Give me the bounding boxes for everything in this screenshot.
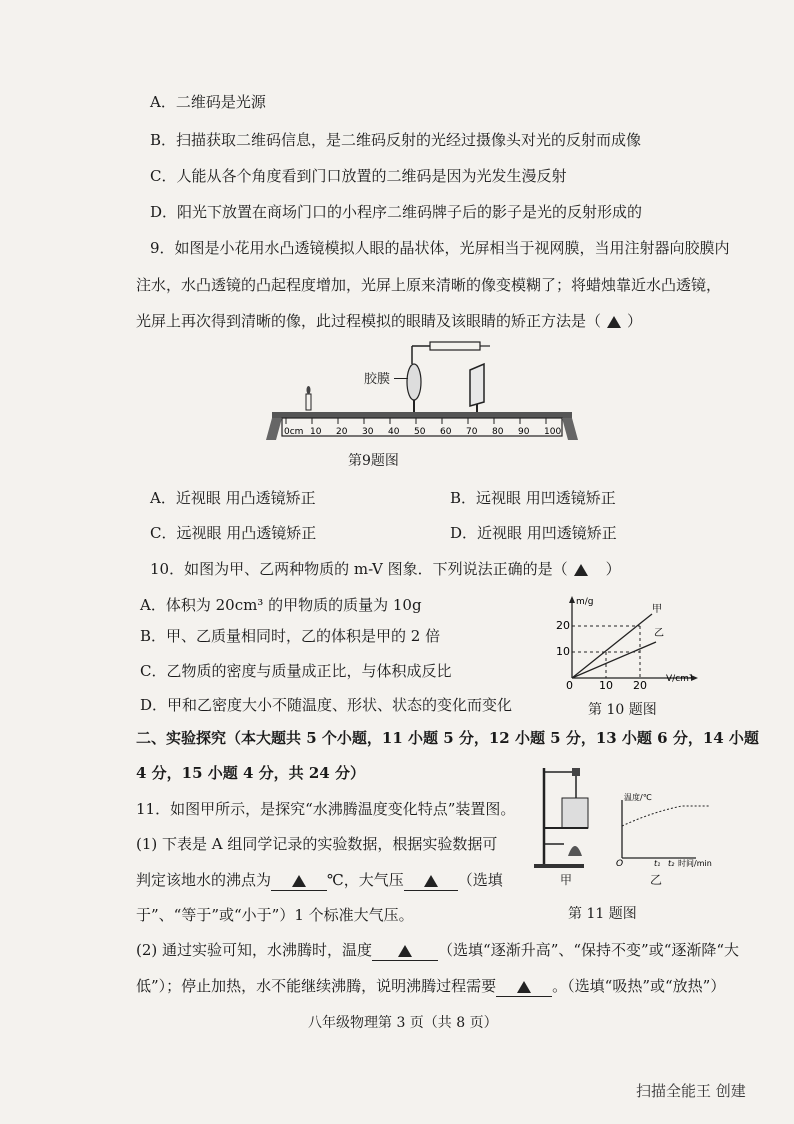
answer-blank-icon (398, 945, 412, 957)
q8-option-d: D．阳光下放置在商场门口的小程序二维码牌子后的影子是光的反射形成的 (150, 203, 643, 221)
q8-option-c: C．人能从各个角度看到门口放置的二维码是因为光发生漫反射 (150, 167, 567, 185)
q11-stem: 11．如图甲所示，是探究“水沸腾温度变化特点”装置图。 (136, 800, 516, 818)
ruler-tick-label: 0cm (284, 427, 304, 437)
q9-caption: 第9题图 (348, 453, 399, 469)
q10-caption: 第 10 题图 (588, 702, 657, 718)
q11-p1-line1: (1) 下表是 A 组同学记录的实验数据，根据实验数据可 (136, 835, 498, 853)
line-yi (572, 642, 656, 678)
answer-blank-icon (424, 875, 438, 887)
q11-p2-line2: 低”）；停止加热，水不能继续沸腾，说明沸腾过程需要 。（选填“吸热”或“放热”） (136, 977, 726, 995)
q11-chart-origin: O (616, 859, 624, 869)
q10-chart-xtick-20: 20 (633, 679, 647, 690)
answer-blank-icon (292, 875, 306, 887)
q9-option-d: D．近视眼 用凹透镜矫正 (450, 524, 617, 542)
q10-chart-ytick-20: 20 (556, 619, 570, 632)
q9-option-b: B．远视眼 用凹透镜矫正 (450, 489, 616, 507)
ruler-tick-label: 80 (492, 427, 504, 437)
section2-heading-line2: 4 分，15 小题 4 分，共 24 分） (136, 764, 365, 782)
q11-chart-t1: t₁ (654, 859, 661, 868)
answer-blank-icon (607, 316, 621, 328)
q11-chart-xlabel: 时间/min (678, 859, 712, 868)
q10-chart-xtick-10: 10 (599, 679, 613, 690)
ruler-tick-label: 90 (518, 427, 530, 437)
ruler-tick-label: 70 (466, 427, 478, 437)
q10-mv-chart (548, 590, 708, 690)
q10-chart-xlabel: V/cm³ (666, 674, 693, 684)
q10-option-d: D．甲和乙密度大小不随温度、形状、状态的变化而变化 (140, 696, 513, 714)
q8-option-a: A．二维码是光源 (150, 93, 266, 111)
ruler-tick-label: 50 (414, 427, 426, 437)
q11-p1-line2: 判定该地水的沸点为 ℃，大气压 （选填 (136, 871, 503, 889)
q10-option-b: B．甲、乙质量相同时，乙的体积是甲的 2 倍 (140, 627, 441, 645)
q10-chart-ytick-10: 10 (556, 645, 570, 658)
q9-option-a: A．近视眼 用凸透镜矫正 (150, 489, 316, 507)
ruler-tick-label: 100 (544, 427, 562, 437)
q11-chart-t2: t₂ (668, 859, 675, 868)
q9-stem-line2: 注水，水凸透镜的凸起程度增加，光屏上原来清晰的像变模糊了；将蜡烛靠近水凸透镜， (136, 276, 722, 294)
ruler-tick-label: 10 (310, 427, 322, 437)
q9-stem-line1: 9．如图是小花用水凸透镜模拟人眼的晶状体，光屏相当于视网膜，当用注射器向胶膜内 (150, 239, 730, 257)
q11-p1-line3: 于”、“等于”或“小于”）1 个标准大气压。 (136, 906, 414, 924)
q10-chart-jia-label: 甲 (652, 604, 662, 615)
answer-blank-icon (574, 564, 588, 576)
q10-chart-yi-label: 乙 (654, 628, 664, 639)
q11-apparatus-figure (528, 764, 598, 870)
q11-p2-line1: (2) 通过实验可知，水沸腾时，温度 （选填“逐渐升高”、“保持不变”或“逐渐降“大 (136, 941, 740, 959)
q10-chart-xtick-0: 0 (566, 679, 573, 690)
ruler-tick-label: 60 (440, 427, 452, 437)
answer-blank-icon (517, 981, 531, 993)
q9-figure-label-pointer (394, 378, 408, 379)
q9-figure-label: 胶膜 (364, 372, 391, 387)
q10-chart-ylabel: m/g (576, 597, 594, 607)
q11-temperature-chart (612, 792, 742, 870)
ruler-tick-label: 40 (388, 427, 400, 437)
q11-chart-ylabel: 温度/℃ (624, 793, 652, 802)
ruler-tick-label: 20 (336, 427, 348, 437)
q11-fig-yi-label: 乙 (650, 873, 663, 887)
scanner-watermark: 扫描全能王 创建 (636, 1082, 746, 1100)
ruler-ticks (284, 418, 561, 437)
q10-stem: 10．如图为甲、乙两种物质的 m-V 图象．下列说法正确的是（ ） (150, 560, 621, 578)
page-footer: 八年级物理第 3 页（共 8 页） (308, 1015, 498, 1031)
q9-optical-bench-figure (262, 334, 582, 446)
q8-option-b: B．扫描获取二维码信息，是二维码反射的光经过摄像头对光的反射而成像 (150, 131, 642, 149)
q10-option-a: A．体积为 20cm³ 的甲物质的质量为 10g (140, 596, 422, 614)
section2-heading-line1: 二、实验探究（本大题共 5 个小题，11 小题 5 分，12 小题 5 分，13 小题 6 分，14 小题 (136, 729, 759, 747)
q9-option-c: C．远视眼 用凸透镜矫正 (150, 524, 317, 542)
q11-caption: 第 11 题图 (568, 906, 637, 922)
q11-fig-jia-label: 甲 (560, 873, 573, 887)
q9-stem-line3: 光屏上再次得到清晰的像，此过程模拟的眼睛及该眼睛的矫正方法是（ ） (136, 312, 643, 330)
ruler-tick-label: 30 (362, 427, 374, 437)
q10-option-c: C．乙物质的密度与质量成正比，与体积成反比 (140, 662, 452, 680)
